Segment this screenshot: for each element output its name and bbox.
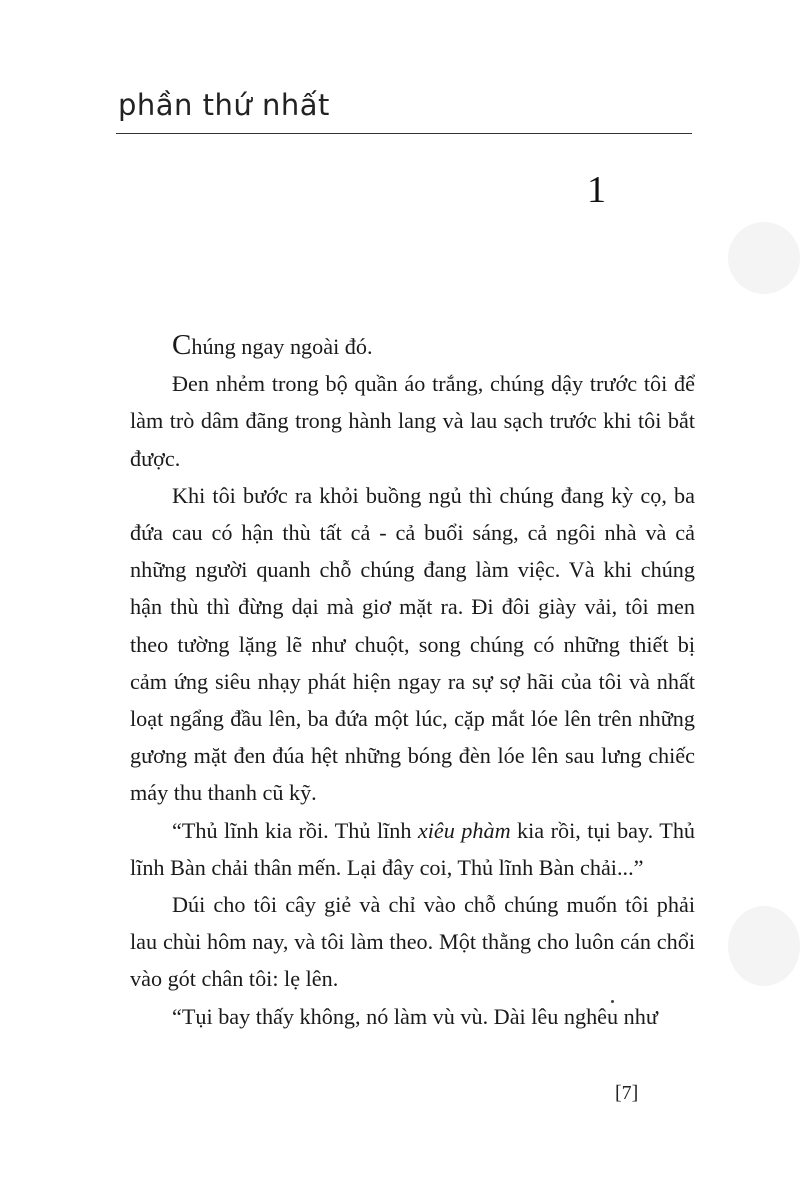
paragraph	[130, 812, 695, 886]
part-title: phần thứ nhất	[118, 88, 330, 122]
paper-blemish	[728, 222, 800, 294]
chapter-number: 1	[587, 169, 606, 211]
drop-cap: C	[172, 329, 192, 361]
page-number: [7]	[615, 1082, 639, 1104]
paragraph: “Tụi bay thấy không, nó làm vù vù. Dài lêu nghêu như	[172, 1003, 658, 1029]
header-rule	[116, 133, 692, 134]
paragraph	[130, 327, 695, 365]
paragraph-text: “Thủ lĩnh kia rồi. Thủ lĩnh	[172, 817, 418, 843]
paragraph-text: kia rồi, tụi bay. Thủ lĩnh Bàn chải thân mến. Lại đây coi, Thủ lĩnh Bàn chải...”	[130, 817, 696, 880]
italic-text: xiêu phàm	[417, 817, 511, 843]
paragraph-text: húng ngay ngoài đó.	[191, 334, 373, 359]
paragraph: Khi tôi bước ra khỏi buồng ngủ thì chúng đang kỳ cọ, ba đứa cau có hận thù tất cả - cả buổi sáng, cả ngôi nhà và cả những người quanh chỗ chúng đang làm việc. Và khi chúng hận thù thì đừng dại mà giơ mặt ra. Đi đôi giày vải, tôi men theo tường lặng lẽ như chuột, song chúng có những thiết bị cảm ứng siêu nhạy phát hiện ngay ra sự sợ hãi của tôi và nhất loạt ngẩng đầu lên, ba đứa một lúc, cặp mắt lóe lên trên những gương mặt đen đúa hệt những bóng đèn lóe lên sau lưng chiếc máy thu thanh cũ kỹ.	[130, 482, 695, 806]
paragraph: Đen nhẻm trong bộ quần áo trắng, chúng dậy trước tôi để làm trò dâm đãng trong hành lang và lau sạch trước khi tôi bắt được.	[130, 371, 695, 471]
chapter-body	[130, 327, 695, 1035]
paper-blemish	[728, 906, 800, 986]
print-speck	[611, 1000, 614, 1003]
paragraph: Dúi cho tôi cây giẻ và chỉ vào chỗ chúng muốn tôi phải lau chùi hôm nay, và tôi làm theo. Một thằng cho luôn cán chổi vào gót chân tôi: lẹ lên.	[130, 892, 695, 992]
